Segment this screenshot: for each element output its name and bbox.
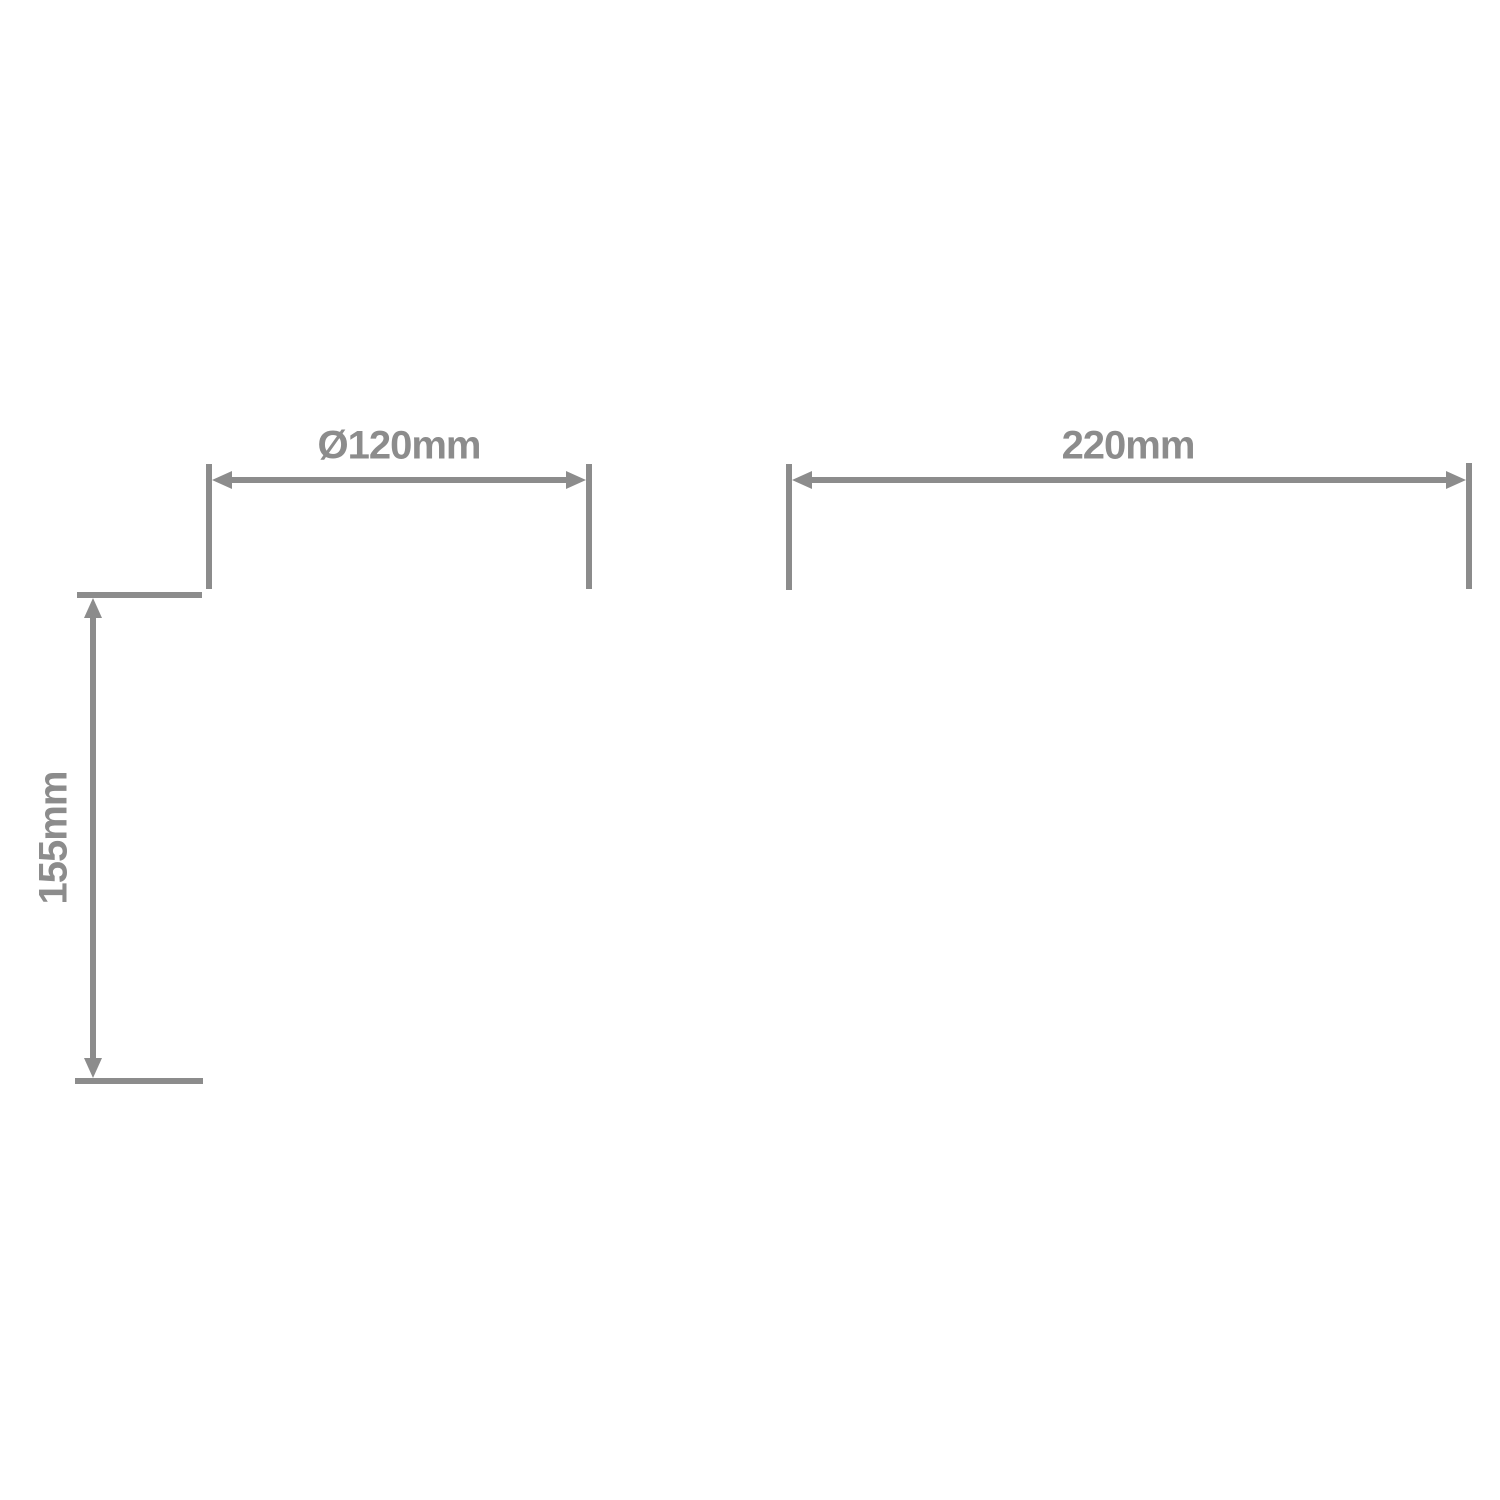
dimension-line [226, 477, 572, 483]
arrowhead-down-icon [84, 1058, 102, 1078]
dimension-label: 220mm [1061, 423, 1195, 468]
arrowhead-right-icon [1446, 471, 1466, 489]
extension-line-left [206, 464, 212, 589]
arrowhead-right-icon [566, 471, 586, 489]
extension-line-right [586, 464, 592, 589]
extension-line-right [1466, 463, 1472, 589]
dimension-label: 155mm [31, 771, 76, 905]
extension-line-bottom [75, 1078, 203, 1084]
extension-line-left [786, 464, 792, 590]
dimension-line [90, 614, 96, 1060]
dimension-label: Ø120mm [317, 423, 481, 468]
arrowhead-up-icon [84, 598, 102, 618]
extension-line-top [77, 592, 202, 598]
arrowhead-left-icon [212, 471, 232, 489]
dimension-line [806, 477, 1452, 483]
arrowhead-left-icon [792, 471, 812, 489]
